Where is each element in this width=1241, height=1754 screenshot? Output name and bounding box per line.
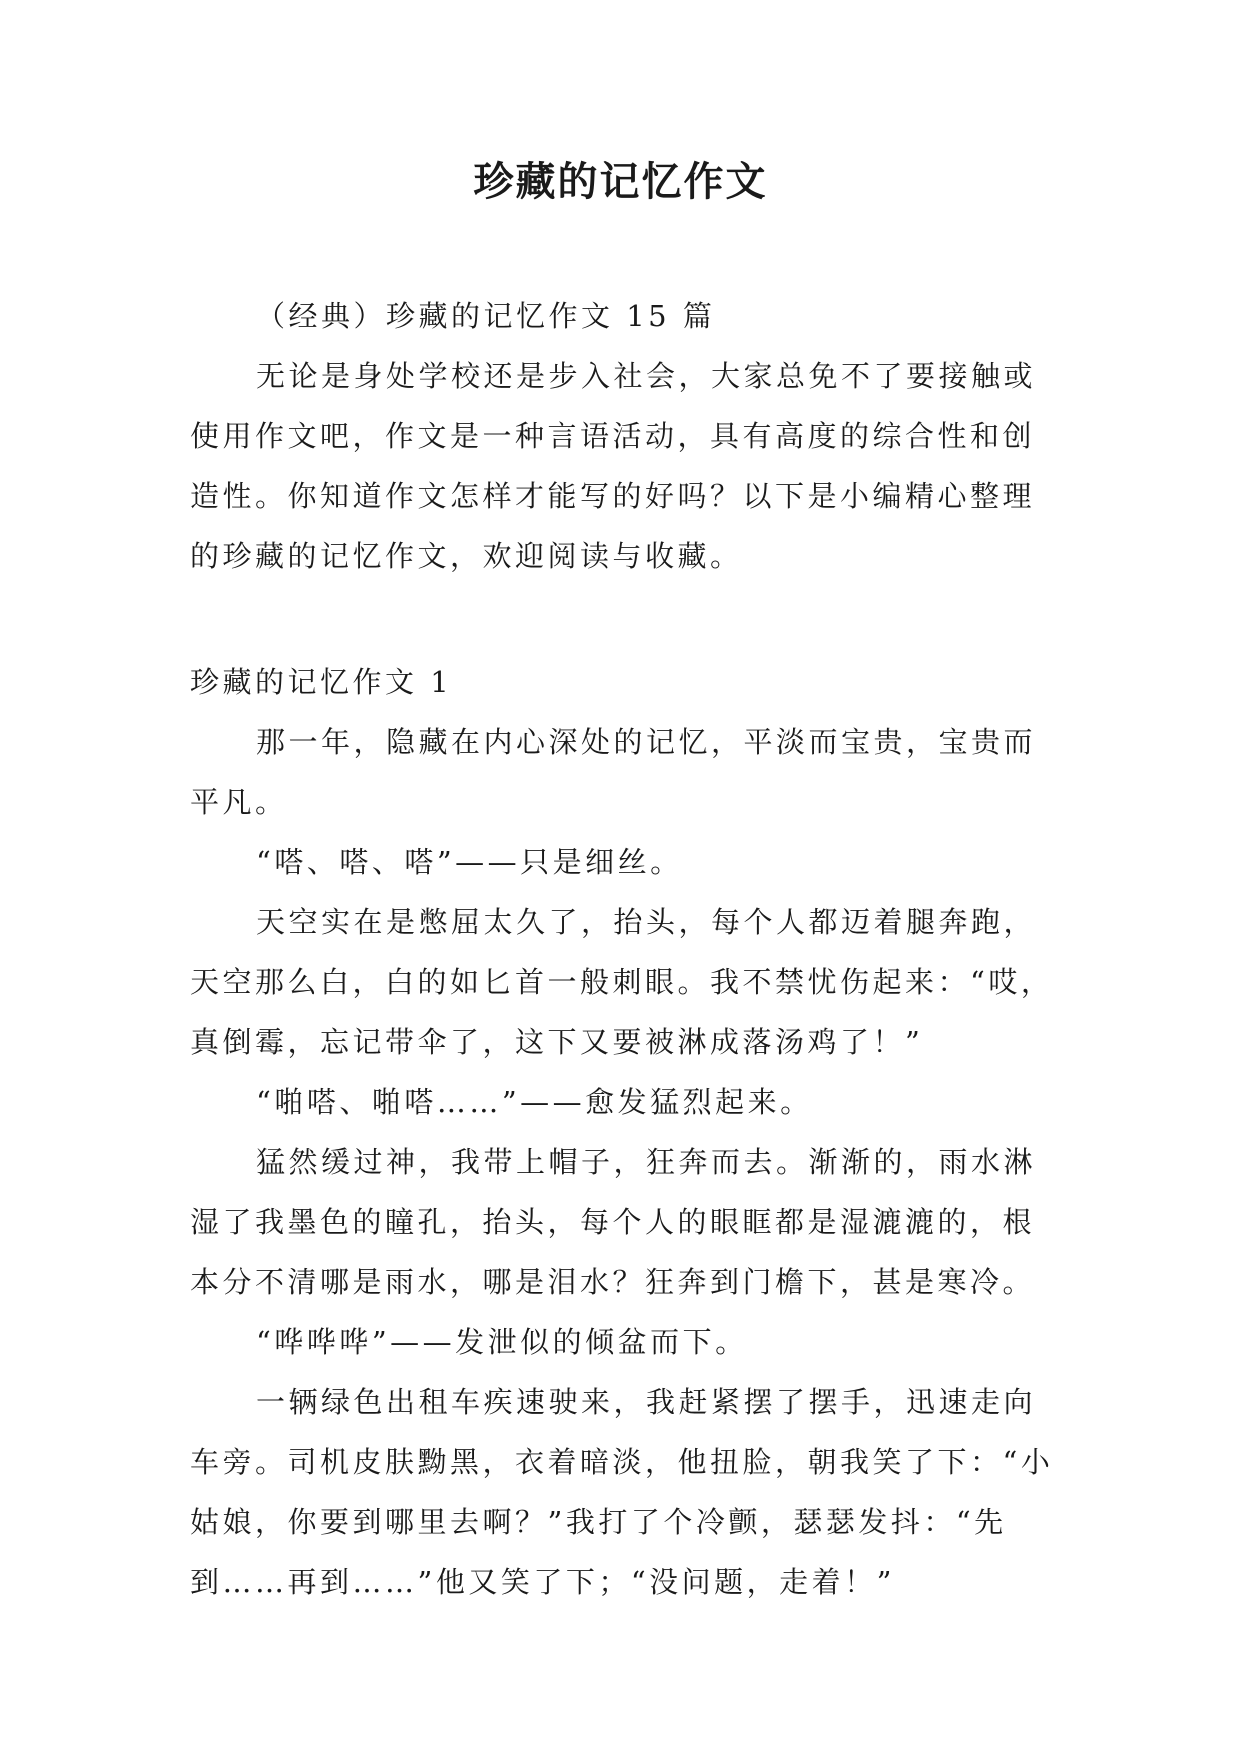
- text-line: 无论是身处学校还是步入社会，大家总免不了要接触或: [256, 359, 1037, 393]
- essay-paragraph: [190, 1312, 1070, 1372]
- text-line: 真倒霉，忘记带伞了，这下又要被淋成落汤鸡了！”: [190, 1025, 924, 1059]
- intro-subtitle: （经典）珍藏的记忆作文 15 篇: [256, 299, 716, 333]
- text-line: “嗒、嗒、嗒”——只是细丝。: [256, 845, 683, 879]
- essay-paragraph: [190, 1132, 1070, 1312]
- essay-heading: 珍藏的记忆作文 1: [190, 665, 453, 699]
- text-line: 使用作文吧，作文是一种言语活动，具有高度的综合性和创: [190, 419, 1036, 453]
- text-line: 的珍藏的记忆作文，欢迎阅读与收藏。: [190, 539, 743, 573]
- text-line: 到……再到……”他又笑了下；“没问题，走着！”: [190, 1565, 895, 1599]
- text-line: “哗哗哗”——发泄似的倾盆而下。: [256, 1325, 748, 1359]
- text-line: 一辆绿色出租车疾速驶来，我赶紧摆了摆手，迅速走向: [256, 1385, 1037, 1419]
- essay-paragraph: [190, 832, 1070, 892]
- text-line: 猛然缓过神，我带上帽子，狂奔而去。渐渐的，雨水淋: [256, 1145, 1037, 1179]
- essay-paragraph: [190, 892, 1070, 1072]
- document-title: 珍藏的记忆作文: [473, 158, 768, 205]
- text-line: 天空实在是憋屈太久了，抬头，每个人都迈着腿奔跑，: [256, 905, 1037, 939]
- document-body: [190, 286, 1070, 1612]
- text-line: 造性。你知道作文怎样才能写的好吗？以下是小编精心整理: [190, 479, 1036, 513]
- text-line: 那一年，隐藏在内心深处的记忆，平淡而宝贵，宝贵而: [256, 725, 1037, 759]
- text-line: 本分不清哪是雨水，哪是泪水？狂奔到门檐下，甚是寒冷。: [190, 1265, 1036, 1299]
- text-line: 姑娘，你要到哪里去啊？”我打了个冷颤，瑟瑟发抖：“先: [190, 1505, 1007, 1539]
- text-line: 车旁。司机皮肤黝黑，衣着暗淡，他扭脸，朝我笑了下：“小: [190, 1445, 1054, 1479]
- essay-paragraph: [190, 712, 1070, 832]
- intro-paragraph: [190, 346, 1070, 586]
- text-line: 湿了我墨色的瞳孔，抬头，每个人的眼眶都是湿漉漉的，根: [190, 1205, 1036, 1239]
- text-line: “啪嗒、啪嗒……”——愈发猛烈起来。: [256, 1085, 813, 1119]
- section-gap: [190, 586, 1070, 652]
- text-line: 平凡。: [190, 785, 288, 819]
- essay-paragraph: [190, 1072, 1070, 1132]
- text-line: 天空那么白，白的如匕首一般刺眼。我不禁忧伤起来：“哎，: [190, 965, 1054, 999]
- essay-paragraph: [190, 1372, 1070, 1612]
